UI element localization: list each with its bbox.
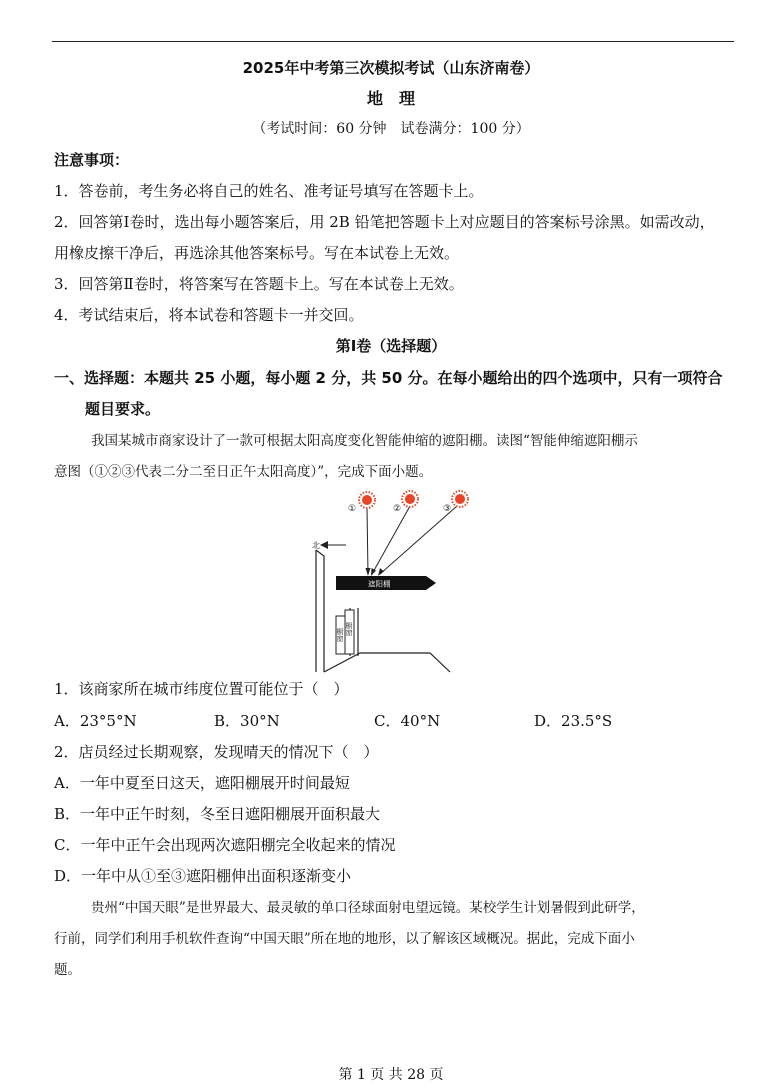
option-c: C．40°N [374, 712, 441, 730]
question-stem: 2．店员经过长期观察，发现晴天的情况下（ ） [54, 743, 379, 761]
option-d: D．23.5°S [534, 712, 613, 730]
option-c: C．一年中正午会出现两次遮阳棚完全收起来的情况 [54, 836, 396, 854]
page-number: 第 1 页 共 28 页 [338, 1067, 444, 1083]
notice-item: 4．考试结束后，将本试卷和答题卡一并交回。 [54, 306, 364, 324]
notice-item: 用橡皮擦干净后，再选涂其他答案标号。写在本试卷上无效。 [54, 244, 460, 262]
exam-info: （考试时间：60 分钟 试卷满分：100 分） [252, 121, 530, 137]
awning-label: 遮阳棚 [368, 579, 391, 589]
subject-title: 地 理 [366, 89, 415, 108]
question-stem: 1．该商家所在城市纬度位置可能位于（ ） [54, 680, 349, 698]
notice-item: 2．回答第Ⅰ卷时，选出每小题答案后，用 2B 铅笔把答题卡上对应题目的答案标号涂黑。如需改动， [54, 213, 715, 231]
awning-diagram [300, 488, 470, 673]
section-heading: 一、选择题：本题共 25 小题，每小题 2 分，共 50 分。在每小题给出的四个选项中，只有一项符合 [54, 369, 723, 387]
notice-item: 1．答卷前，考生务必将自己的姓名、准考证号填写在答题卡上。 [54, 182, 484, 200]
section-heading-cont: 题目要求。 [85, 400, 161, 418]
exam-title: 2025年中考第三次模拟考试（山东济南卷） [242, 59, 540, 77]
window-label-left: 橱窗 [336, 628, 344, 642]
material-text: 贵州“中国天眼”是世界最大、最灵敏的单口径球面射电望远镜。某校学生计划暑假到此研学， [91, 900, 645, 916]
sun-icon [402, 491, 418, 507]
window-label-right: 橱窗 [345, 622, 353, 636]
material-text: 题。 [54, 962, 81, 978]
material-text: 我国某城市商家设计了一款可根据太阳高度变化智能伸缩的遮阳棚。读图“智能伸缩遮阳棚示 [91, 433, 638, 449]
part1-title: 第Ⅰ卷（选择题） [335, 337, 447, 355]
sun-icon [359, 492, 375, 508]
sun-label: ③ [443, 504, 452, 514]
material-text: 行前，同学们利用手机软件查询“中国天眼”所在地的地形，以了解该区域概况。据此，完成下面小 [54, 931, 635, 947]
sun-icon [452, 491, 468, 507]
north-label: 北 [312, 541, 320, 550]
material-text: 意图（①②③代表二分二至日正午太阳高度）”，完成下面小题。 [54, 464, 433, 480]
sun-label: ① [348, 504, 357, 514]
header-rule [52, 41, 734, 42]
notice-heading: 注意事项： [54, 151, 130, 169]
option-b: B．一年中正午时刻，冬至日遮阳棚展开面积最大 [54, 805, 381, 823]
notice-item: 3．回答第Ⅱ卷时，将答案写在答题卡上。写在本试卷上无效。 [54, 275, 464, 293]
option-b: B．30°N [214, 712, 280, 730]
option-a: A．23°5°N [54, 712, 137, 730]
sun-label: ② [393, 504, 402, 514]
option-a: A．一年中夏至日这天，遮阳棚展开时间最短 [54, 774, 350, 792]
north-arrow-icon [320, 541, 328, 549]
option-d: D．一年中从①至③遮阳棚伸出面积逐渐变小 [54, 867, 352, 885]
